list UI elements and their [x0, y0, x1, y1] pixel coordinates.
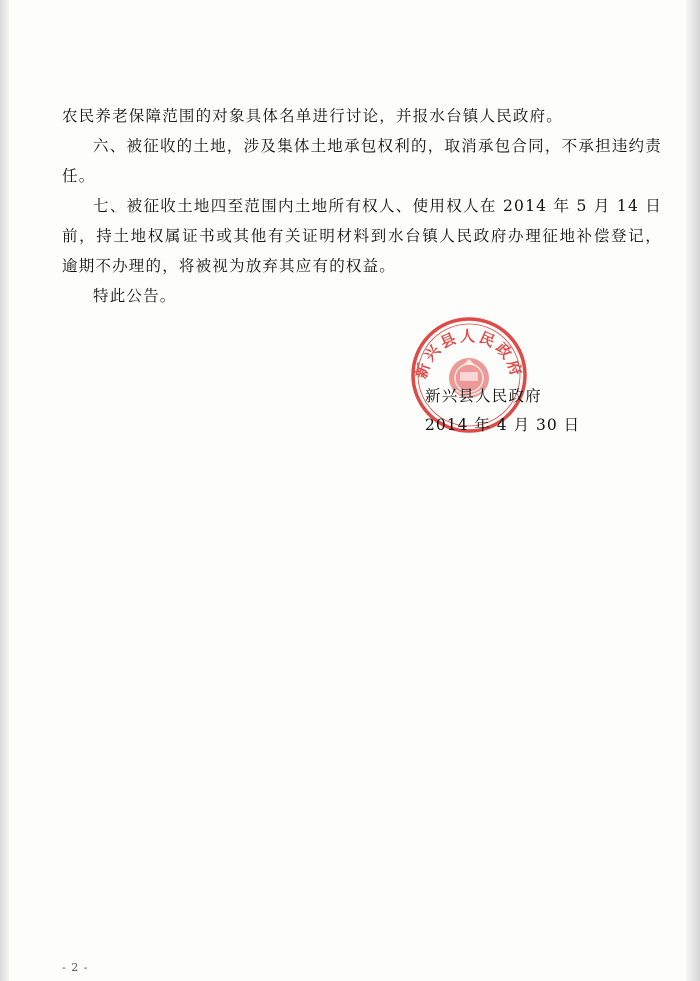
scan-shadow-left	[0, 0, 9, 981]
paragraph-closing: 特此公告。	[93, 287, 177, 305]
scan-shadow-right	[686, 0, 700, 981]
notice-body	[62, 101, 662, 311]
svg-text:新兴县人民政府: 新兴县人民政府	[411, 327, 527, 381]
paragraph-continued: 农民养老保障范围的对象具体名单进行讨论，并报水台镇人民政府。	[62, 107, 564, 125]
page-number: - 2 -	[62, 961, 89, 974]
paragraph-item-seven: 七、被征收土地四至范围内土地所有权人、使用权人在 2014 年 5 月 14 日前，持土地权属证书或其他有关证明材料到水台镇人民政府办理征地补偿登记，逾期不办理的，将被视为放弃其应有的权益。	[62, 197, 662, 275]
signing-organization: 新兴县人民政府	[425, 387, 542, 405]
paragraph-item-six: 六、被征收的土地，涉及集体土地承包权利的，取消承包合同，不承担违约责任。	[62, 137, 662, 185]
signing-date: 2014 年 4 月 30 日	[425, 416, 581, 434]
